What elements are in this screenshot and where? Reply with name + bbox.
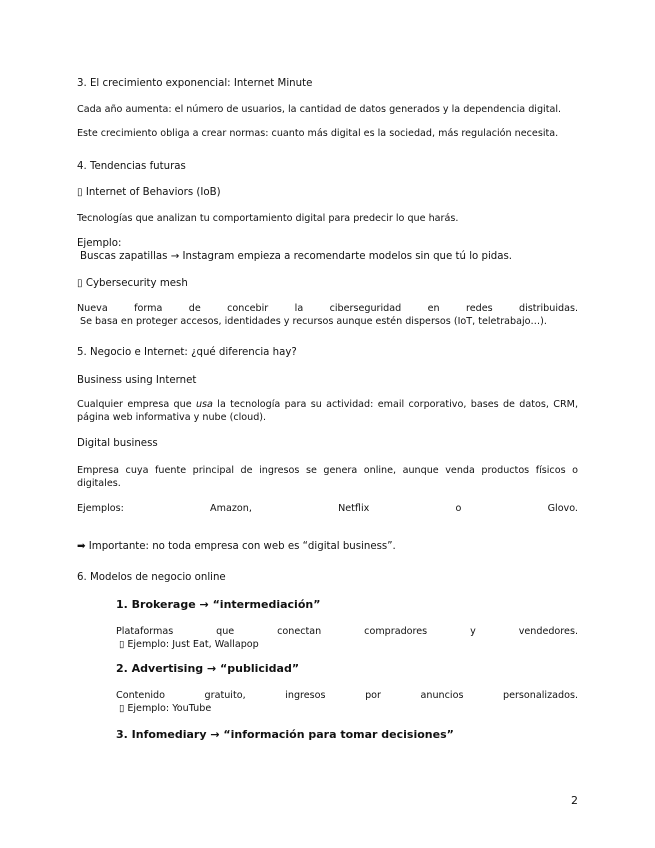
- model-advertising-line-1: Contenido gratuito, ingresos por anuncios personalizados.: [116, 690, 578, 701]
- section-3-paragraph-1: Cada año aumenta: el número de usuarios, la cantidad de datos generados y la dependencia digital.: [77, 104, 562, 115]
- model-brokerage-title: 1. Brokerage → “intermediación”: [116, 598, 321, 611]
- page-number: 2: [571, 794, 578, 807]
- business-using-internet-title: Business using Internet: [77, 375, 197, 386]
- iob-title: ▯ Internet of Behaviors (IoB): [77, 187, 221, 198]
- digital-business-text: Empresa cuya fuente principal de ingresos se genera online, aunque venda productos físicos o digitales.: [77, 465, 578, 489]
- iob-example-label: Ejemplo:: [77, 238, 122, 249]
- model-advertising-title: 2. Advertising → “publicidad”: [116, 662, 300, 675]
- model-brokerage-line-1: Plataformas que conectan compradores y vendedores.: [116, 626, 578, 637]
- mesh-line-2: Se basa en proteger accesos, identidades y recursos aunque estén dispersos (IoT, teletrabajo…).: [80, 316, 547, 327]
- iob-example-text: Buscas zapatillas → Instagram empieza a recomendarte modelos sin que tú lo pidas.: [80, 251, 513, 262]
- section-5-heading: 5. Negocio e Internet: ¿qué diferencia hay?: [77, 347, 297, 358]
- model-advertising-example: ▯ Ejemplo: YouTube: [119, 703, 212, 714]
- important-note: ➡ Importante: no toda empresa con web es “digital business”.: [77, 541, 396, 552]
- mesh-line-1: Nueva forma de concebir la ciberseguridad en redes distribuidas.: [77, 303, 578, 314]
- section-3-paragraph-2: Este crecimiento obliga a crear normas: cuanto más digital es la sociedad, más regulación necesita.: [77, 128, 559, 139]
- model-brokerage-example: ▯ Ejemplo: Just Eat, Wallapop: [119, 639, 259, 650]
- mesh-title: ▯ Cybersecurity mesh: [77, 278, 188, 289]
- business-using-internet-text: Cualquier empresa que usa la tecnología para su actividad: email corporativo, bases de datos, CRM, página web informativa y nube (cloud).: [77, 399, 578, 423]
- iob-description: Tecnologías que analizan tu comportamiento digital para predecir lo que harás.: [77, 213, 459, 224]
- section-4-heading: 4. Tendencias futuras: [77, 161, 186, 172]
- section-3-heading: 3. El crecimiento exponencial: Internet Minute: [77, 78, 313, 89]
- digital-business-title: Digital business: [77, 438, 158, 449]
- digital-business-examples: Ejemplos: Amazon, Netflix o Glovo.: [77, 503, 578, 514]
- model-infomediary-title: 3. Infomediary → “información para tomar decisiones”: [116, 728, 454, 741]
- section-6-heading: 6. Modelos de negocio online: [77, 572, 226, 583]
